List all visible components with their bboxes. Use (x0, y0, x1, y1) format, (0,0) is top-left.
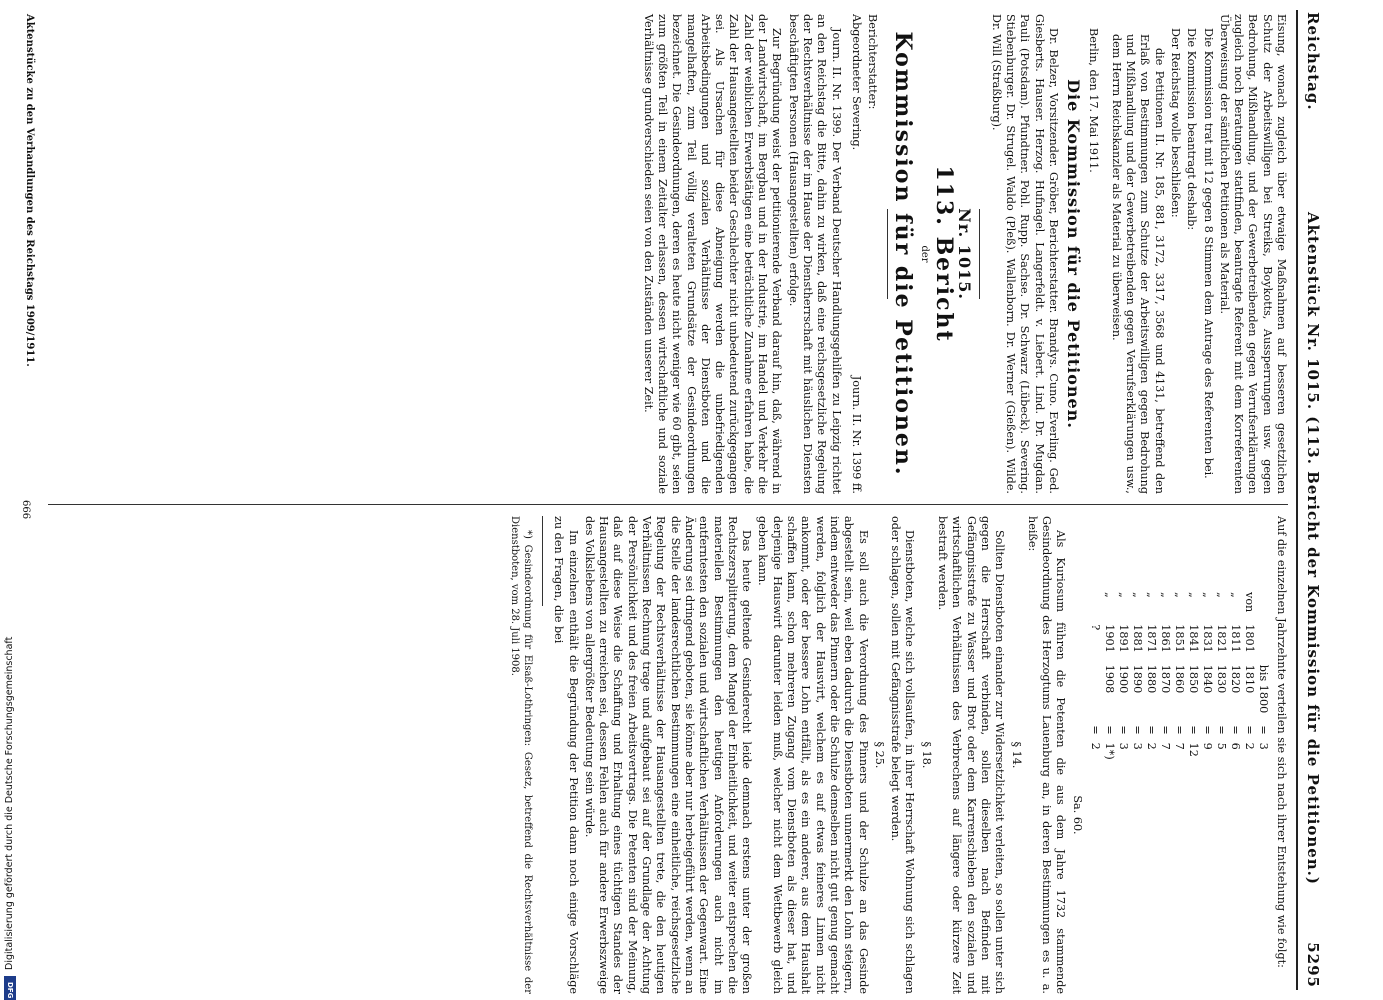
decade-row (1130, 586, 1144, 766)
decade-cell-to: 1850 (1186, 664, 1200, 694)
decade-cell-count: 5 (1214, 742, 1228, 750)
header-rule (1296, 10, 1298, 990)
decade-cell-pre: „ (1186, 592, 1200, 598)
decade-table (1088, 586, 1270, 766)
reporter-name: Abgeordneter Severing. (849, 14, 863, 151)
decade-row (1172, 586, 1186, 766)
bottom-note: Aktenstücke zu den Verhandlungen des Reichstags 1909/1911. (24, 14, 35, 367)
decade-row (1088, 586, 1102, 766)
decade-cell-from: 1891 (1116, 624, 1130, 653)
equals-sign: = (1186, 725, 1200, 735)
decade-cell-to: 1890 (1130, 664, 1144, 694)
decade-cell-pre: „ (1172, 592, 1186, 598)
decade-cell-from: 1841 (1186, 624, 1200, 653)
paragraph: Sollten Dienstboten einander zur Widersetzlichkeit verleiten, so sollen unter sich gegen die Herrschaft verbinden, sollen dieselben nach Befinden mit Gefängnisstrafe zu Wasser und Brot oder dem Karrenschieben den sozialen und wirtschaftlichen Verhältnissen des Verbrechens auf längere oder kürzere Zeit bestraft werden. (936, 516, 1007, 994)
decade-row (1186, 586, 1200, 766)
decade-cell-to: 1860 (1172, 664, 1186, 694)
paragraph: Dienstboten, welche sich vollsaufen, in ihrer Herrschaft Wohnung sich schlagen oder schlagen, sollen mit Gefängnisstrafe belegt werden. (889, 516, 917, 994)
decade-cell-pre: „ (1130, 592, 1144, 598)
decade-cell-from: 1831 (1200, 624, 1214, 653)
decade-cell-pre: „ (1158, 592, 1172, 598)
decade-cell-to: 1880 (1144, 664, 1158, 694)
equals-sign: = (1242, 725, 1256, 735)
decade-cell-from: 1801 (1242, 624, 1256, 653)
decade-cell-from: 1871 (1144, 624, 1158, 653)
equals-sign: = (1158, 725, 1172, 735)
decade-cell-to: 1810 (1242, 664, 1256, 694)
decade-row (1228, 586, 1242, 766)
decade-cell-pre: „ (1144, 592, 1158, 598)
decade-cell-from: 1901 (1102, 624, 1116, 653)
paragraph: Als Kuriosum führen die Petenten die aus dem Jahre 1732 stammende Gesindeordnung des Herzogtums Lauenburg an, in deren Bestimmungen es u. a. heiße: (1025, 516, 1068, 994)
dfg-logo: DFG (4, 976, 16, 1000)
decade-cell-to: bis 1800 (1256, 664, 1270, 714)
footnote: *) Gesindeordnung für Elsaß-Lothringen: Gesetz, betreffend die Rechtsverhältnisse der Dienstboten, vom 28. Juli 1908. (509, 516, 534, 994)
decade-cell-from: 1881 (1130, 624, 1144, 653)
equals-sign: = (1102, 725, 1116, 735)
decade-cell-count: 12 (1186, 742, 1200, 757)
section-heading: § 14. (1009, 741, 1023, 769)
decade-cell-from: 1851 (1172, 624, 1186, 653)
equals-sign: = (1144, 725, 1158, 735)
decade-cell-count: 2 (1242, 742, 1256, 750)
decade-cell-count: 2 (1088, 742, 1102, 750)
decade-cell-to: 1820 (1228, 664, 1242, 694)
report-title: 113. Bericht (931, 165, 958, 343)
decade-cell-pre (1256, 586, 1270, 618)
decade-row (1200, 586, 1214, 766)
decade-row (1256, 586, 1270, 766)
equals-sign: = (1172, 725, 1186, 735)
column-divider (48, 504, 1288, 505)
section-heading: § 25. (872, 741, 886, 769)
document-number: Nr. 1015. (955, 208, 975, 300)
header-center: Aktenstück Nr. 1015. (113. Bericht der Kommission für die Petitionen.) (1304, 212, 1322, 885)
decade-row (1214, 586, 1228, 766)
paragraph: Der Reichstag wolle beschließen: (1168, 28, 1182, 218)
paragraph: Die Kommission trat mit 12 gegen 8 Stimmen dem Antrage des Referenten bei. (1201, 28, 1215, 479)
date-line: Berlin, den 17. Mai 1911. (1087, 28, 1101, 173)
decade-cell-to: 1830 (1214, 664, 1228, 694)
report-der: der (918, 245, 930, 263)
decade-cell-from: ? (1088, 624, 1102, 631)
decade-row (1116, 586, 1130, 766)
separator (979, 209, 980, 299)
footnote-rule (542, 516, 543, 606)
funding-credit-text: Digitalisierung gefördert durch die Deutsche Forschungsgemeinschaft (4, 636, 15, 970)
decade-row (1144, 586, 1158, 766)
decade-cell-to: 1840 (1200, 664, 1214, 694)
decade-row (1102, 586, 1116, 766)
paragraph: Das heute geltende Gesinderecht leide demnach erstens unter der großen Rechtszersplitterung, dem Mangel der Einheitlichkeit, und weiter entsprechen die materiellen Bestimmungen den heutigen Anforderungen auch nicht im entferntesten den sozialen und wirtschaftlichen Verhältnissen der Gegenwart. Eine Änderung sei dringend geboten, sie könne aber nur herbeigeführt werden, wenn an die Stelle der landesrechtlichen Bestimmungen eine einheitliche, reichsgesetzliche Regelung der Rechtsverhältnisse der Hausangestellten trete, die den heutigen Verhältnissen Rechnung trage und aufgebaut sei auf der Grundlage der Achtung der Persönlichkeit und des freien Arbeitsvertrags. Die Petenten sind der Meinung, daß auf diese Weise die Schaffung und Erhaltung eines tüchtigen Standes der Hausangestellten zu erreichen sei, dessen Fehlen auch für andere Erwerbszweige des Volkslebens von allergrößter Bedeutung sein würde. (582, 516, 754, 994)
reporter-label: Berichterstatter: (866, 14, 880, 110)
decade-cell-to: 1900 (1116, 664, 1130, 694)
decade-cell-count: 9 (1200, 742, 1214, 750)
decade-cell-to: 1908 (1102, 664, 1116, 694)
decade-cell-pre (1088, 586, 1102, 618)
page-header (1300, 12, 1322, 988)
paragraph: Zur Begründung weist der petitionierende Verband darauf hin, daß, während in der Landwirtschaft, im Bergbau und in der Industrie, im Handel und Verkehr die Zahl der weiblichen Erwerbstätigen eine beträchtliche Zunahme erfahren habe, die Zahl der Hausangestellten beider Geschlechter nicht unbedeutend zurückgegangen sei. Als Ursachen für diese Abneigung werden die unbefriedigenden Arbeitsbedingungen und sozialen Verhältnisse der Dienstboten und die mangelhaften, zum Teil völlig veralteten Grundsätze der Gesindeordnungen bezeichnet. Die Gesindeordnungen, deren es heute nicht weniger wie 60 gibt, seien zum größten Teil in einem Zeitalter erlassen, dessen wirtschaftliche und soziale Verhältnisse grundverschieden seien von den Zuständen unserer Zeit. (641, 14, 784, 494)
equals-sign: = (1228, 725, 1242, 735)
journal-reference: Journ. II. Nr. 1399 ff. (849, 375, 863, 494)
table-sum: Sa. 60. (1070, 795, 1084, 835)
decade-cell-count: 7 (1158, 742, 1172, 750)
paragraph: Die Kommission beantragt deshalb: (1185, 28, 1199, 231)
report-commission: Kommission für die Petitionen. (890, 31, 917, 477)
resolution-text: die Petitionen II. Nr. 185, 881, 3172, 3317, 3568 und 4131, betreffend den Erlaß von Bestimmungen zum Schutze der Arbeitswilligen gegen Bedrohung und Mißhandlung und der Gewerbetreibenden gegen Verrufserklärungen usw., dem Herrn Reichskanzler als Material zu überweisen. (1109, 34, 1166, 494)
decade-cell-count: 1*) (1102, 742, 1116, 760)
decade-cell-pre: „ (1102, 592, 1116, 598)
decade-cell-from: 1811 (1228, 624, 1242, 653)
decade-cell-pre: „ (1200, 592, 1214, 598)
reporter-line (849, 14, 863, 494)
commission-title: Die Kommission für die Petitionen. (1064, 79, 1084, 429)
equals-sign: = (1214, 725, 1228, 735)
equals-sign: = (1130, 725, 1144, 735)
equals-sign: = (1256, 725, 1270, 735)
paragraph: Journ. II. Nr. 1399. Der Verband Deutscher Handlungsgehilfen zu Leipzig richtet an den Reichstag die Bitte, dahin zu wirken, daß eine reichsgesetzliche Regelung der Rechtsverhältnisse der im Hause der Dienstherrschaft mit häuslichen Diensten beschäftigten Personen (Hausangestellten) erfolge. (786, 14, 843, 494)
decade-cell-pre: „ (1214, 592, 1228, 598)
decade-cell-from: 1861 (1158, 624, 1172, 653)
paragraph: Eisung, wonach zugleich über etwaige Maßnahmen auf besseren gesetzlichen Schutz der Arbeitswilligen bei Streiks, Boykotts, Aussperrungen usw. gegen Bedrohung, Mißhandlung, und der Gewerbetreibenden gegen Verrufserklärungen zugleich noch Beratungen stattfinden, beantragte Referent mit dem Korreferenten Überweisung der sämtlichen Petitionen als Material. (1217, 14, 1288, 494)
header-left: Reichstag. (1304, 12, 1322, 111)
section-heading: § 18. (919, 741, 933, 769)
decade-cell-to: 1870 (1158, 664, 1172, 694)
equals-sign: = (1088, 725, 1102, 735)
page-number: 666 (20, 500, 31, 520)
decade-cell-count: 2 (1144, 742, 1158, 750)
decade-cell-pre: „ (1116, 592, 1130, 598)
equals-sign: = (1116, 725, 1130, 735)
decade-cell-count: 7 (1172, 742, 1186, 750)
decade-cell-count: 3 (1256, 742, 1270, 750)
member-list: Dr. Belzer, Vorsitzender. Gröber, Berichterstatter. Brandys. Cuno. Everling. Ged. Giesberts. Hauser. Herzog. Hufnagel. Langerfeldt. v. Liebert. Lind. Dr. Mugdan. Pauli (Potsdam). Pfundtner. Pohl. Rupp. Sachse. Dr. Schwarz (Lübeck). Severing. Stiebenburger. Dr. Strugel. Waldo (Pleß). Wallenborn. Dr. Werner (Gießen). Wilde. Dr. Will (Straßburg). (989, 14, 1060, 494)
decade-cell-count: 6 (1228, 742, 1242, 750)
decade-cell-to (1088, 659, 1102, 720)
decade-row (1242, 586, 1256, 766)
header-page-number: 5295 (1304, 942, 1322, 988)
left-column (638, 14, 1288, 494)
separator (887, 209, 888, 299)
right-column (506, 516, 1288, 994)
paragraph: Im einzelnen enthält die Begründung der Petition dann noch einige Vorschläge zu den Fragen, die bei (552, 516, 580, 994)
decade-cell-pre: von (1242, 592, 1256, 613)
decade-cell-count: 3 (1116, 742, 1130, 750)
decade-cell-pre: „ (1228, 592, 1242, 598)
decade-row (1158, 586, 1172, 766)
paragraph: Es soll auch die Verordnung des Pinners und der Schulze an das Gesinde abgestellt sein, weil eben dadurch die Dienstboten unnermerkt den Lohn steigern, indem entweder das Pinnern oder die Schulze demselben nicht gut genug gemacht werden, folglich der Hausvirt, welchem es auf etwas feineres Linnen nicht ankommt, oder der bessere Lohn entfällt, als es ein anderer, aus dem Haushalt schaffen kann, schon mehreren Zugang vom Dienstboten als dieser hat, und derjenige Hauswirt darunter leiden muß, welcher nicht dem Wettbewerb gleich geben kann. (756, 516, 870, 994)
decade-cell-from: 1821 (1214, 624, 1228, 653)
decade-cell-count: 3 (1130, 742, 1144, 750)
decade-cell-from (1256, 618, 1270, 658)
equals-sign: = (1200, 725, 1214, 735)
paragraph: Auf die einzelnen Jahrzehnte verteilen sie sich nach ihrer Entstehung wie folgt: (1275, 516, 1288, 968)
